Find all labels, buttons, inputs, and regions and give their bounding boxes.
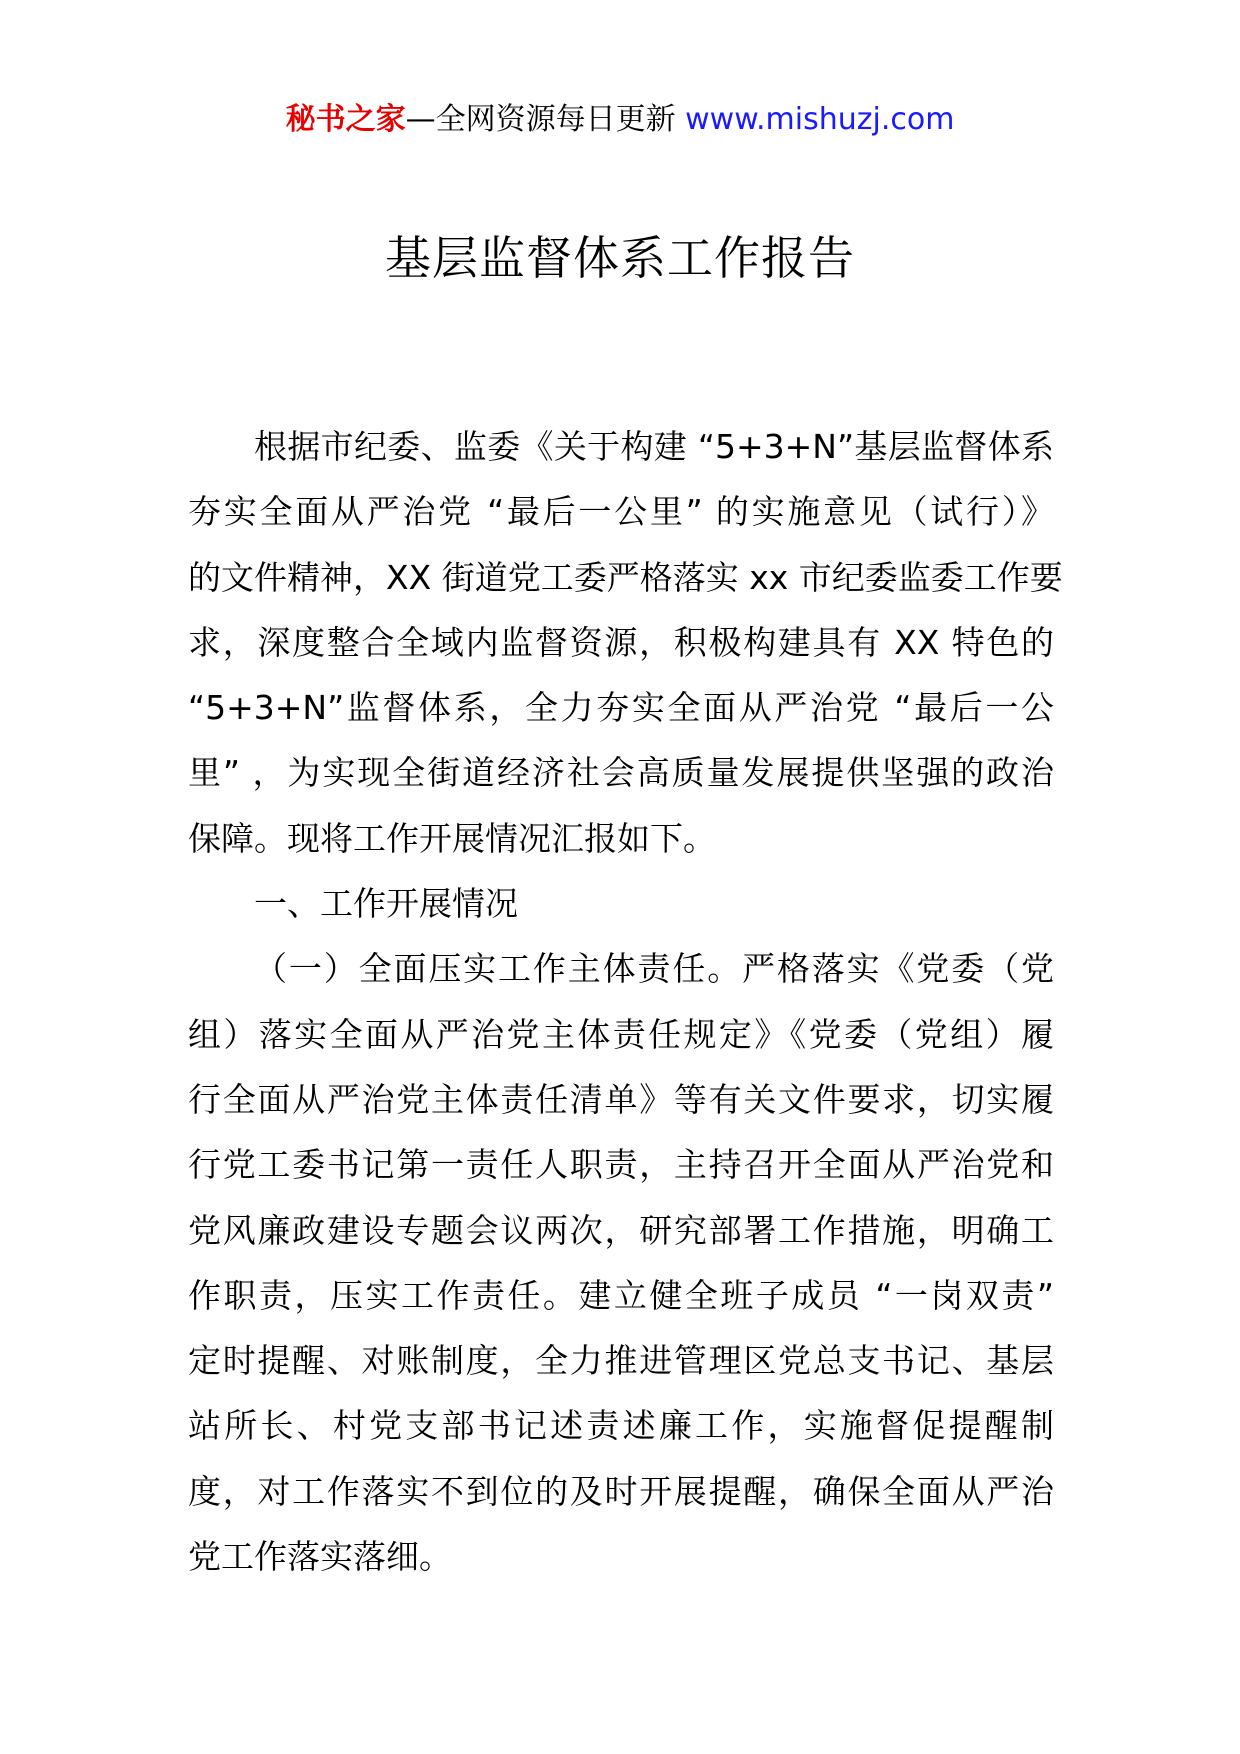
text-line: “5+3+N”监督体系，全力夯实全面从严治党 “最后一公	[188, 688, 1054, 728]
text-line: 站所长、村党支部书记述责述廉工作，实施督促提醒制	[188, 1406, 1054, 1446]
text-line: 党风廉政建设专题会议两次，研究部署工作措施，明确工	[188, 1210, 1054, 1250]
paragraph-responsibility	[188, 936, 1054, 1589]
text-line: 根据市纪委、监委《关于构建 “5+3+N”基层监督体系	[254, 427, 1054, 466]
text-line: 里” ，为实现全街道经济社会高质量发展提供坚强的政治	[188, 753, 1054, 793]
site-header	[0, 100, 1240, 140]
text-line: 作职责，压实工作责任。建立健全班子成员 “一岗双责”	[188, 1275, 1054, 1315]
text-line: 党工作落实落细。	[188, 1537, 452, 1577]
text-line: 的文件精神，XX 街道党工委严格落实 xx 市纪委监委工作要	[188, 557, 1063, 597]
site-brand: 秘书之家	[285, 102, 406, 137]
text-line: 组）落实全面从严治党主体责任规定》《党委（党组）履	[188, 1014, 1054, 1054]
section-heading-text: 一、工作开展情况	[254, 884, 518, 924]
paragraph-intro	[188, 414, 1063, 871]
site-url-link[interactable]: www.mishuzj.com	[685, 102, 955, 137]
document-title: 基层监督体系工作报告	[385, 231, 855, 285]
text-line: 定时提醒、对账制度，全力推进管理区党总支书记、基层	[188, 1341, 1054, 1381]
text-line: 行全面从严治党主体责任清单》等有关文件要求，切实履	[188, 1079, 1054, 1119]
text-line: 保障。现将工作开展情况汇报如下。	[188, 818, 716, 858]
document-body	[188, 414, 1063, 1589]
text-line: 行党工委书记第一责任人职责，主持召开全面从严治党和	[188, 1145, 1054, 1185]
text-line: 度，对工作落实不到位的及时开展提醒，确保全面从严治	[188, 1471, 1054, 1511]
site-tagline: —全网资源每日更新	[405, 102, 676, 137]
text-line: 夯实全面从严治党 “最后一公里” 的实施意见（试行）》	[188, 492, 1054, 532]
text-line: 求，深度整合全域内监督资源，积极构建具有 XX 特色的	[188, 622, 1054, 662]
text-line: （一）全面压实工作主体责任。严格落实《党委（党	[254, 949, 1054, 989]
section-heading	[188, 871, 1054, 936]
